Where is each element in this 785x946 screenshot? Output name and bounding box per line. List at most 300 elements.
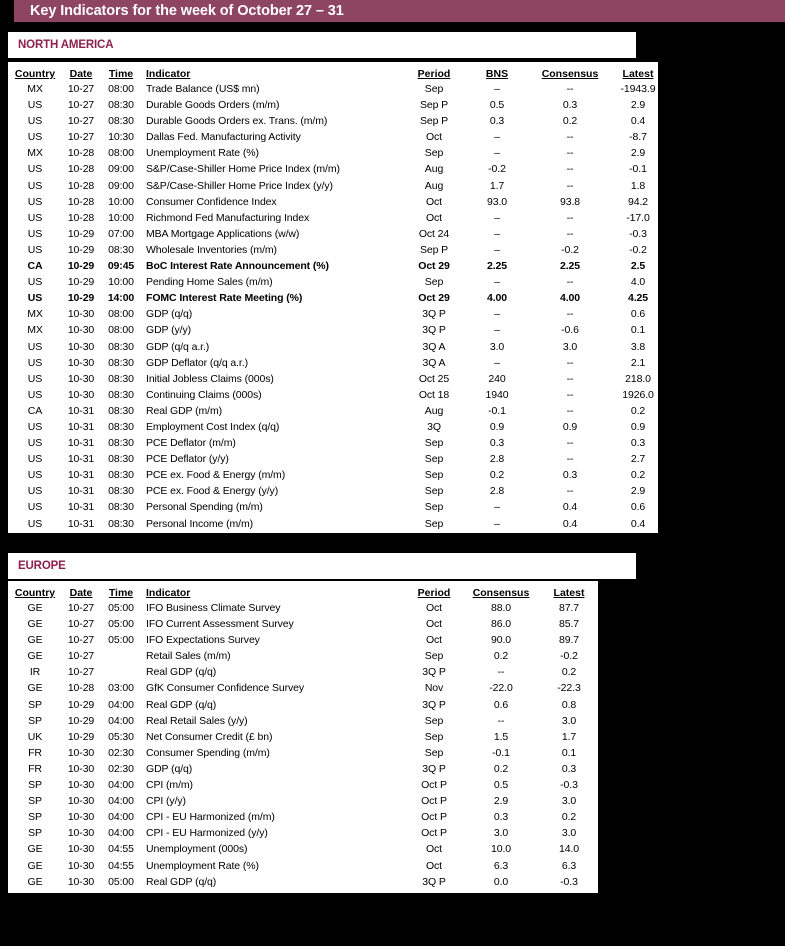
- cell-time: 02:30: [108, 746, 134, 759]
- cell-period: Oct: [425, 195, 443, 208]
- cell-bns: –: [494, 501, 500, 514]
- cell-consensus: 0.6: [493, 698, 509, 711]
- cell-latest: 218.0: [625, 372, 651, 385]
- cell-time: 09:45: [107, 260, 135, 273]
- cell-period: Oct P: [421, 811, 447, 824]
- cell-country: MX: [27, 324, 43, 337]
- cell-date: 10-31: [67, 469, 95, 482]
- cell-time: 02:30: [108, 762, 134, 775]
- table-row: [8, 777, 600, 793]
- cell-period: 3Q P: [422, 666, 446, 679]
- cell-indicator: Real GDP (q/q): [146, 891, 217, 904]
- table-row: [8, 178, 666, 194]
- cell-country: GE: [27, 602, 43, 614]
- cell-period: 3Q P: [422, 698, 446, 711]
- cell-bns: –: [494, 324, 500, 337]
- cell-consensus: --: [566, 211, 574, 224]
- cell-indicator: Durable Goods Orders ex. Trans. (m/m): [146, 115, 328, 128]
- cell-latest: 0.4: [630, 517, 646, 530]
- cell-indicator: Richmond Fed Manufacturing Index: [146, 211, 310, 224]
- cell-time: 05:00: [108, 634, 134, 647]
- cell-bns: –: [494, 131, 500, 144]
- cell-country: US: [27, 243, 43, 256]
- cell-time: 03:00: [108, 682, 134, 695]
- cell-date: 10-30: [67, 372, 95, 385]
- cell-date: 10-30: [67, 859, 95, 872]
- cell-latest: 4.25: [627, 292, 649, 305]
- cell-latest: 0.6: [630, 501, 646, 514]
- cell-consensus: 0.1: [493, 891, 509, 904]
- cell-indicator: PCE Deflator (m/m): [146, 437, 236, 450]
- cell-latest: 2.1: [630, 356, 646, 369]
- column-header-latest: Latest: [553, 587, 585, 599]
- cell-country: IT: [30, 891, 40, 904]
- column-header-indicator: Indicator: [146, 68, 191, 80]
- cell-date: 10-29: [67, 730, 95, 743]
- table-row: [8, 483, 666, 499]
- cell-consensus: 93.8: [559, 195, 581, 208]
- cell-indicator: Pending Home Sales (m/m): [146, 276, 273, 289]
- table-row: [8, 435, 666, 451]
- cell-country: MX: [27, 147, 43, 160]
- cell-consensus: 2.25: [559, 260, 581, 273]
- cell-consensus: --: [566, 437, 574, 450]
- cell-latest: 1.7: [561, 730, 577, 743]
- section-header-north-america: [8, 32, 636, 58]
- cell-latest: -8.7: [629, 131, 647, 144]
- cell-period: Oct P: [421, 795, 447, 808]
- table-row: [8, 129, 666, 145]
- column-header-date: Date: [69, 587, 93, 599]
- cell-bns: 240: [488, 372, 506, 385]
- cell-bns: 0.3: [489, 115, 505, 128]
- cell-country: GE: [27, 875, 43, 888]
- cell-date: 10-31: [67, 404, 95, 417]
- table-row: [8, 841, 600, 857]
- cell-country: MX: [27, 308, 43, 321]
- cell-consensus: 1.5: [493, 730, 509, 743]
- cell-consensus: -22.0: [489, 682, 513, 695]
- cell-indicator: Real GDP (q/q): [146, 666, 217, 679]
- cell-period: 3Q P: [422, 891, 446, 904]
- cell-time: 08:30: [108, 388, 134, 401]
- cell-date: 10-30: [67, 324, 95, 337]
- cell-indicator: CPI (y/y): [146, 795, 186, 808]
- cell-bns: 4.00: [486, 292, 508, 305]
- cell-period: Sep: [424, 469, 444, 482]
- cell-latest: 3.8: [630, 340, 646, 353]
- cell-latest: 2.7: [630, 453, 646, 466]
- cell-bns: 93.0: [486, 195, 508, 208]
- cell-time: 04:00: [108, 779, 134, 792]
- cell-date: 10-31: [67, 485, 95, 498]
- north-america-table-panel: [8, 62, 658, 546]
- cell-date: 10-30: [67, 811, 95, 824]
- cell-country: SP: [28, 827, 42, 840]
- cell-indicator: Unemployment (000s): [146, 843, 248, 856]
- cell-indicator: GDP (q/q a.r.): [146, 340, 210, 353]
- cell-consensus: --: [566, 485, 574, 498]
- cell-country: US: [27, 99, 43, 112]
- cell-time: 04:00: [108, 714, 134, 727]
- cell-country: US: [27, 276, 43, 289]
- cell-indicator: S&P/Case-Shiller Home Price Index (y/y): [146, 179, 333, 192]
- table-row: [8, 290, 666, 306]
- cell-consensus: 4.00: [559, 292, 581, 305]
- table-row: [8, 161, 666, 177]
- cell-time: 05:00: [108, 891, 134, 904]
- cell-country: FR: [28, 762, 42, 775]
- cell-date: 10-27: [67, 115, 95, 128]
- cell-consensus: 0.3: [493, 811, 509, 824]
- cell-date: 10-30: [67, 388, 95, 401]
- cell-period: Aug: [424, 404, 444, 417]
- cell-time: 05:00: [108, 875, 134, 888]
- cell-country: FR: [28, 746, 42, 759]
- cell-indicator: Consumer Confidence Index: [146, 195, 277, 208]
- table-row: [8, 371, 666, 387]
- cell-period: Sep: [424, 437, 444, 450]
- table-row: [8, 890, 600, 906]
- table-row: [8, 306, 666, 322]
- cell-indicator: Real Retail Sales (y/y): [146, 714, 248, 727]
- cell-period: Sep: [424, 83, 444, 95]
- cell-country: US: [27, 517, 43, 530]
- cell-indicator: Real GDP (m/m): [146, 404, 222, 417]
- cell-date: 10-29: [67, 260, 95, 273]
- cell-country: US: [27, 533, 43, 546]
- cell-country: US: [27, 437, 43, 450]
- cell-country: MX: [27, 83, 43, 95]
- cell-indicator: MBA Mortgage Applications (w/w): [146, 227, 300, 240]
- cell-indicator: GDP (q/q): [146, 308, 193, 321]
- cell-date: 10-31: [67, 517, 95, 530]
- cell-consensus: 0.2: [493, 762, 509, 775]
- table-row: [8, 81, 666, 97]
- cell-time: 08:30: [108, 469, 134, 482]
- cell-time: 08:30: [108, 485, 134, 498]
- cell-consensus: --: [497, 714, 505, 727]
- cell-time: 10:00: [108, 276, 134, 289]
- table-row: [8, 761, 600, 777]
- cell-time: 08:00: [108, 324, 134, 337]
- cell-bns: 0.9: [489, 420, 505, 433]
- cell-period: Oct 25: [418, 372, 450, 385]
- cell-country: US: [27, 115, 43, 128]
- cell-latest: -0.2: [560, 650, 578, 663]
- cell-latest: 2.9: [630, 147, 646, 160]
- cell-consensus: 0.9: [562, 420, 578, 433]
- cell-country: US: [27, 163, 43, 176]
- cell-latest: -0.2: [629, 243, 647, 256]
- cell-time: 04:55: [108, 859, 134, 872]
- cell-country: SP: [28, 811, 42, 824]
- cell-consensus: --: [566, 372, 574, 385]
- cell-consensus: 0.5: [493, 779, 509, 792]
- cell-consensus: -0.2: [561, 243, 579, 256]
- cell-country: UK: [27, 730, 43, 743]
- cell-date: 10-30: [67, 779, 95, 792]
- cell-period: Oct P: [421, 779, 447, 792]
- cell-period: Sep: [424, 714, 444, 727]
- cell-time: 08:30: [108, 437, 134, 450]
- cell-time: 08:30: [108, 453, 134, 466]
- cell-consensus: --: [566, 308, 574, 321]
- cell-bns: –: [494, 533, 500, 546]
- table-row: [8, 97, 666, 113]
- cell-period: 3Q P: [422, 762, 446, 775]
- cell-latest: 0.6: [630, 308, 646, 321]
- column-header-indicator: Indicator: [146, 587, 191, 599]
- cell-period: 3Q A: [422, 356, 446, 369]
- cell-consensus: --: [566, 163, 574, 176]
- table-row: [8, 729, 600, 745]
- cell-latest: -0.3: [560, 875, 578, 888]
- cell-latest: 2.9: [630, 99, 646, 112]
- cell-bns: –: [494, 147, 500, 160]
- cell-consensus: --: [566, 227, 574, 240]
- cell-country: CA: [27, 404, 43, 417]
- cell-date: 10-30: [67, 308, 95, 321]
- cell-date: 10-28: [67, 682, 95, 695]
- cell-bns: -0.1: [488, 404, 506, 417]
- cell-consensus: --: [566, 131, 574, 144]
- cell-latest: 0.2: [630, 404, 646, 417]
- cell-consensus: 0.3: [562, 99, 578, 112]
- table-row: [8, 680, 600, 696]
- cell-country: GE: [27, 859, 43, 872]
- cell-indicator: PCE ex. Food & Energy (y/y): [146, 485, 279, 498]
- cell-period: 3Q P: [422, 875, 446, 888]
- cell-latest: -0.3: [560, 779, 578, 792]
- cell-country: GE: [27, 650, 43, 663]
- cell-time: 09:45: [108, 533, 134, 546]
- column-header-period: Period: [417, 587, 451, 599]
- cell-date: 10-28: [67, 195, 95, 208]
- north-america-table: [8, 65, 666, 548]
- cell-indicator: CPI - EU Harmonized (m/m): [146, 811, 275, 824]
- cell-time: 10:00: [108, 211, 134, 224]
- cell-indicator: Durable Goods Orders (m/m): [146, 99, 280, 112]
- cell-latest: 2.5: [630, 260, 646, 273]
- cell-bns: –: [494, 356, 500, 369]
- table-row: [8, 194, 666, 210]
- cell-consensus: 0.3: [562, 469, 578, 482]
- cell-country: US: [27, 501, 43, 514]
- cell-period: Oct: [425, 533, 443, 546]
- cell-consensus: --: [566, 179, 574, 192]
- cell-period: Sep P: [419, 99, 449, 112]
- cell-consensus: 2.9: [493, 795, 509, 808]
- cell-latest: 0.9: [630, 420, 646, 433]
- table-row: [8, 858, 600, 874]
- cell-indicator: FOMC Interest Rate Meeting (%): [146, 292, 303, 305]
- cell-consensus: 0.0: [493, 875, 509, 888]
- cell-indicator: Consumer Spending (m/m): [146, 746, 270, 759]
- cell-consensus: 10.0: [490, 843, 512, 856]
- cell-consensus: 3.0: [493, 827, 509, 840]
- cell-date: 10-29: [67, 292, 95, 305]
- cell-time: 07:00: [108, 227, 134, 240]
- cell-period: Sep: [424, 276, 444, 289]
- table-row: [8, 274, 666, 290]
- cell-country: CA: [27, 260, 43, 273]
- cell-date: 10-29: [67, 276, 95, 289]
- table-row: [8, 226, 666, 242]
- cell-latest: 1926.0: [622, 388, 654, 401]
- cell-bns: –: [494, 276, 500, 289]
- cell-date: 10-30: [67, 356, 95, 369]
- cell-bns: 3.0: [489, 340, 505, 353]
- cell-date: 10-30: [67, 762, 95, 775]
- cell-date: 10-29: [67, 698, 95, 711]
- cell-date: 10-28: [67, 211, 95, 224]
- cell-time: 08:00: [108, 308, 134, 321]
- table-row: [8, 632, 600, 648]
- column-header-country: Country: [14, 68, 56, 80]
- cell-consensus: --: [566, 356, 574, 369]
- cell-time: 05:00: [108, 618, 134, 631]
- cell-date: 10-30: [67, 891, 95, 904]
- cell-time: 08:30: [108, 340, 134, 353]
- cell-period: 3Q: [427, 420, 441, 433]
- cell-date: 10-31: [67, 453, 95, 466]
- cell-indicator: GDP (q/q): [146, 762, 193, 775]
- cell-time: 09:00: [108, 179, 134, 192]
- cell-bns: –: [494, 227, 500, 240]
- cell-period: Oct: [425, 602, 443, 614]
- cell-latest: 0.2: [630, 469, 646, 482]
- cell-indicator: Retail Sales (m/m): [146, 650, 231, 663]
- cell-indicator: S&P/Case-Shiller Home Price Index (m/m): [146, 163, 340, 176]
- table-row: [8, 664, 600, 680]
- table-header-row: [8, 65, 666, 81]
- cell-bns: -0.2: [488, 163, 506, 176]
- table-row: [8, 387, 666, 403]
- cell-latest: 0.8: [561, 698, 577, 711]
- cell-indicator: Personal Income (m/m): [146, 517, 254, 530]
- cell-country: SP: [28, 714, 42, 727]
- cell-indicator: CPI - EU Harmonized (y/y): [146, 827, 268, 840]
- cell-time: 08:30: [108, 356, 134, 369]
- cell-consensus: --: [566, 276, 574, 289]
- cell-bns: 1.7: [489, 179, 505, 192]
- cell-period: Oct: [425, 859, 443, 872]
- cell-indicator: Real GDP (q/q): [146, 875, 217, 888]
- cell-time: [100, 648, 142, 664]
- cell-bns: 0.5: [489, 99, 505, 112]
- cell-period: Sep: [424, 650, 444, 663]
- cell-period: Oct: [425, 843, 443, 856]
- cell-bns: –: [494, 517, 500, 530]
- cell-latest: 6.3: [561, 859, 577, 872]
- cell-bns: 2.8: [489, 485, 505, 498]
- cell-country: US: [27, 211, 43, 224]
- cell-period: 3Q A: [422, 340, 446, 353]
- cell-bns: –: [494, 243, 500, 256]
- table-row: [8, 322, 666, 338]
- cell-latest: -0.1: [560, 891, 578, 904]
- cell-date: 10-29: [67, 714, 95, 727]
- cell-consensus: 6.3: [493, 859, 509, 872]
- cell-period: Oct: [425, 131, 443, 144]
- table-row: [8, 339, 666, 355]
- cell-latest: 0.3: [561, 762, 577, 775]
- cell-time: 08:30: [108, 115, 134, 128]
- cell-indicator: Wholesale Inventories (m/m): [146, 243, 277, 256]
- cell-bns: 0.3: [489, 437, 505, 450]
- cell-indicator: IFO Expectations Survey: [146, 634, 260, 647]
- cell-indicator: Net Consumer Credit (£ bn): [146, 730, 273, 743]
- cell-period: Oct: [425, 634, 443, 647]
- cell-period: Sep: [424, 453, 444, 466]
- cell-consensus: 88.0: [490, 602, 512, 614]
- table-header-row: [8, 584, 600, 600]
- cell-indicator: Dallas Fed. Manufacturing Activity: [146, 131, 301, 144]
- cell-indicator: PCE ex. Food & Energy (m/m): [146, 469, 286, 482]
- cell-date: 10-27: [67, 650, 95, 663]
- table-row: [8, 825, 600, 841]
- cell-latest: 85.7: [558, 618, 580, 631]
- table-row: [8, 745, 600, 761]
- cell-period: Sep: [424, 746, 444, 759]
- cell-consensus: 0.4: [562, 517, 578, 530]
- cell-time: 08:30: [108, 404, 134, 417]
- cell-indicator: GDP (y/y): [146, 324, 191, 337]
- section-header-europe: [8, 553, 636, 579]
- table-row: [8, 242, 666, 258]
- page-title: Key Indicators for the week of October 27 – 31: [30, 3, 344, 19]
- cell-period: Aug: [424, 163, 444, 176]
- cell-time: 08:00: [108, 83, 134, 95]
- table-row: [8, 499, 666, 515]
- cell-time: 08:30: [108, 243, 134, 256]
- cell-date: 10-27: [67, 602, 95, 614]
- cell-country: SP: [28, 795, 42, 808]
- north-america-table-body: [8, 81, 666, 548]
- cell-time: 08:30: [108, 517, 134, 530]
- cell-consensus: --: [566, 388, 574, 401]
- cell-time: [100, 664, 142, 680]
- cell-indicator: Employment Cost Index (q/q): [146, 420, 280, 433]
- cell-country: US: [27, 469, 43, 482]
- cell-latest: 2.9: [630, 485, 646, 498]
- cell-time: 04:55: [108, 843, 134, 856]
- cell-country: US: [27, 453, 43, 466]
- cell-indicator: Continuing Claims (000s): [146, 388, 262, 401]
- cell-latest: -1943.9: [620, 83, 656, 95]
- cell-latest: 14.0: [558, 843, 580, 856]
- cell-bns: –: [494, 308, 500, 321]
- cell-time: 10:30: [108, 131, 134, 144]
- cell-period: Oct 24: [418, 227, 450, 240]
- cell-date: 10-30: [67, 827, 95, 840]
- cell-period: Sep: [424, 730, 444, 743]
- cell-consensus: 42.0: [559, 533, 581, 546]
- cell-period: Oct 29: [418, 260, 450, 273]
- table-row: [8, 210, 666, 226]
- cell-indicator: Real GDP (q/q): [146, 698, 217, 711]
- cell-bns: 2.8: [489, 453, 505, 466]
- cell-indicator: CPI (m/m): [146, 779, 193, 792]
- cell-indicator: GfK Consumer Confidence Survey: [146, 682, 305, 695]
- cell-time: 14:00: [107, 292, 135, 305]
- cell-period: Oct: [425, 211, 443, 224]
- cell-period: Aug: [424, 179, 444, 192]
- column-header-time: Time: [108, 68, 134, 80]
- cell-period: Sep P: [419, 115, 449, 128]
- cell-time: 05:00: [108, 602, 134, 614]
